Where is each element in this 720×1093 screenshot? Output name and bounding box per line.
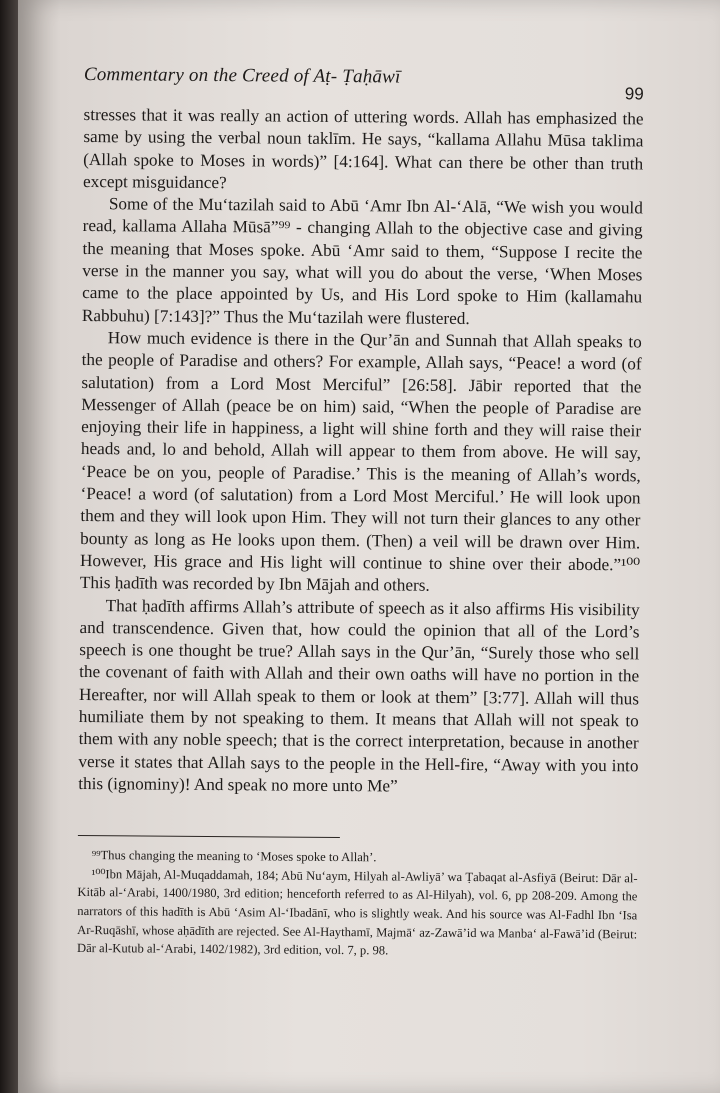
page-number: 99: [624, 84, 644, 104]
page-header: [84, 58, 644, 108]
paragraph: That ḥadīth affirms Allah’s attribute of speech as it also affirms His visibility and transcendence. Given that, how could the opinion that all of the Lord’s speech is one thought be true? Allah says in the Qur’ān, “Surely those who sell the covenant of faith with Allah and their own oaths will have no portion in the Hereafter, nor will Allah speak to them or look at them” [3:77]. Allah will thus humiliate them by not speaking to them. It means that Allah will not speak to them with any noble speech; that is the correct interpretation, because in another verse it states that Allah says to the people in the Hell-fire, “Away with you into this (ignominy)! And speak no more unto Me”: [78, 595, 640, 796]
footnote: ⁹⁹Thus changing the meaning to ‘Moses spoke to Allah’.: [91, 848, 377, 865]
paragraph: Some of the Mu‘tazilah said to Abū ‘Amr Ibn Al-‘Alā, “We wish you would read, kallama Allaha Mūsā”⁹⁹ - changing Allah to the objective case and giving the meaning that Moses spoke. Abū ‘Amr said to them, “Suppose I recite the verse in the manner you say, what will you do about the verse, ‘When Moses came to the place appointed by Us, and His Lord spoke to Him (kallamahu Rabbuhu) [7:143]?” Thus the Mu‘tazilah were flustered.: [81, 194, 643, 328]
book-page: [18, 0, 720, 1093]
paragraph: How much evidence is there in the Qur’ān and Sunnah that Allah speaks to the people of Paradise and others? For example, Allah says, “Peace! a word (of salutation) from a Lord Most Merciful” [26:58]. Jābir reported that the Messenger of Allah (peace be on him) said, “When the people of Paradise are enjoying their life in happiness, a light will shine forth and they will raise their heads and, lo and behold, Allah will appear to them from above. He will say, ‘Peace be on you, people of Paradise.’ This is the meaning of Allah’s words, ‘Peace! a word (of salutation) from a Lord Most Merciful.’ He will look upon them and they will look upon Him. They will not turn their glances to any other bounty as long as He looks upon them. (Then) a veil will be drawn over Him. However, His grace and His light will continue to shine over their abode.”¹⁰⁰ This ḥadīth was recorded by Ibn Mājah and others.: [79, 328, 642, 595]
page-content: [77, 58, 644, 962]
running-title: Commentary on the Creed of Aṭ- Ṭaḥāwī: [83, 63, 401, 88]
book-spine-shadow: [0, 0, 18, 1093]
footnote-divider: [78, 835, 340, 838]
body-text: [78, 104, 643, 800]
paragraph: stresses that it was really an action of uttering words. Allah has emphasized the same by using the verbal noun taklīm. He says, “kallama Allahu Mūsa taklima (Allah spoke to Moses in words)” [4:164]. What can there be other than truth except misguidance?: [82, 104, 644, 193]
footnote: ¹⁰⁰Ibn Mājah, Al-Muqaddamah, 184; Abū Nu‘aym, Hilyah al-Awliyā’ wa Ṭabaqat al-Asfiyā (Beirut: Dār al-Kitāb al-‘Arabi, 1400/1980, 3rd edition; henceforth referred to as Al-Hilyah), vol. 6, pp 208-209. Among the narrators of this hadīth is Abū ‘Asim Al-‘Ibadānī, who is slightly weak. And his source was Al-Fadhl Ibn ‘Isa Ar-Ruqāshī, whose aḥādīth are rejected. See Al-Haythamī, Majmā‘ az-Zawā’id wa Manba‘ al-Fawā’id (Beirut: Dār al-Kutub al-‘Arabi, 1402/1982), 3rd edition, vol. 7, p. 98.: [76, 866, 638, 958]
footnotes: [77, 846, 638, 962]
